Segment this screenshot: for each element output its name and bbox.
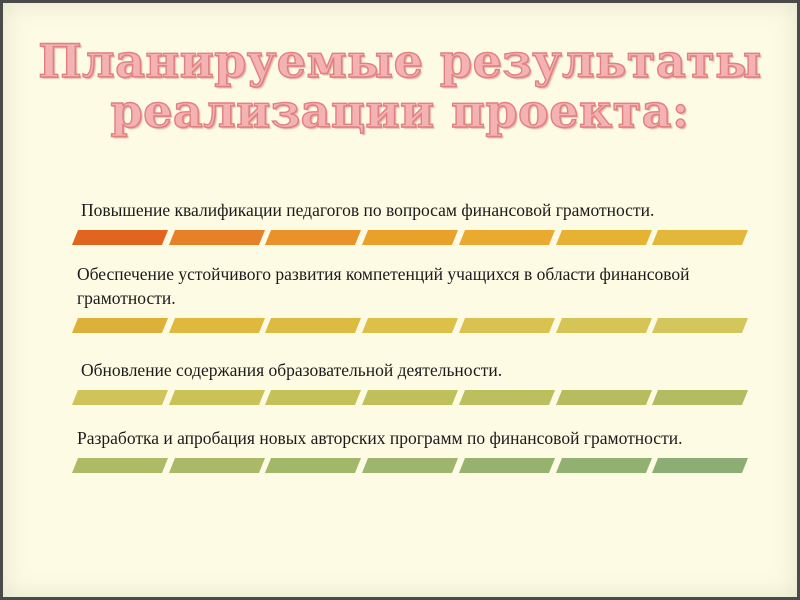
bar-segment (652, 390, 748, 405)
bar-segment (169, 230, 265, 245)
list-item (67, 427, 745, 473)
bar-segment (72, 390, 168, 405)
content-list (67, 199, 745, 473)
bar-segment (459, 230, 555, 245)
divider-bar (67, 230, 745, 245)
bar-segment (459, 318, 555, 333)
bar-segment (556, 318, 652, 333)
divider-bar (67, 458, 745, 473)
list-item-text: Разработка и апробация новых авторских программ по финансовой грамотности. (77, 428, 683, 449)
divider-bar (67, 390, 745, 405)
bar-segment (72, 230, 168, 245)
list-item-text: Обеспечение устойчивого развития компетенций учащихся в области финансовой грамотности. (77, 264, 690, 308)
list-item-text: Повышение квалификации педагогов по вопросам финансовой грамотности. (81, 200, 655, 220)
bar-segment (459, 458, 555, 473)
list-item (67, 199, 745, 245)
bar-segment (72, 318, 168, 333)
bar-segment (556, 458, 652, 473)
bar-segment (652, 318, 748, 333)
bar-segment (362, 318, 458, 333)
title-line-2: реализации проекта: (110, 83, 690, 138)
list-item (67, 359, 745, 405)
bar-segment (169, 318, 265, 333)
list-item-text: Обновление содержания образовательной деятельности. (81, 359, 503, 380)
bar-segment (169, 390, 265, 405)
bar-segment (72, 458, 168, 473)
title-line-1: Планируемые результаты (38, 34, 762, 88)
bar-segment (362, 230, 458, 245)
slide-title (3, 34, 797, 138)
bar-segment (265, 458, 361, 473)
bar-segment (459, 390, 555, 405)
bar-segment (265, 318, 361, 333)
bar-segment (556, 390, 652, 405)
bar-segment (362, 458, 458, 473)
bar-segment (652, 458, 748, 473)
list-item (67, 263, 745, 333)
bar-segment (265, 390, 361, 405)
divider-bar (67, 318, 745, 333)
bar-segment (265, 230, 361, 245)
bar-segment (556, 230, 652, 245)
bar-segment (652, 230, 748, 245)
bar-segment (169, 458, 265, 473)
bar-segment (362, 390, 458, 405)
